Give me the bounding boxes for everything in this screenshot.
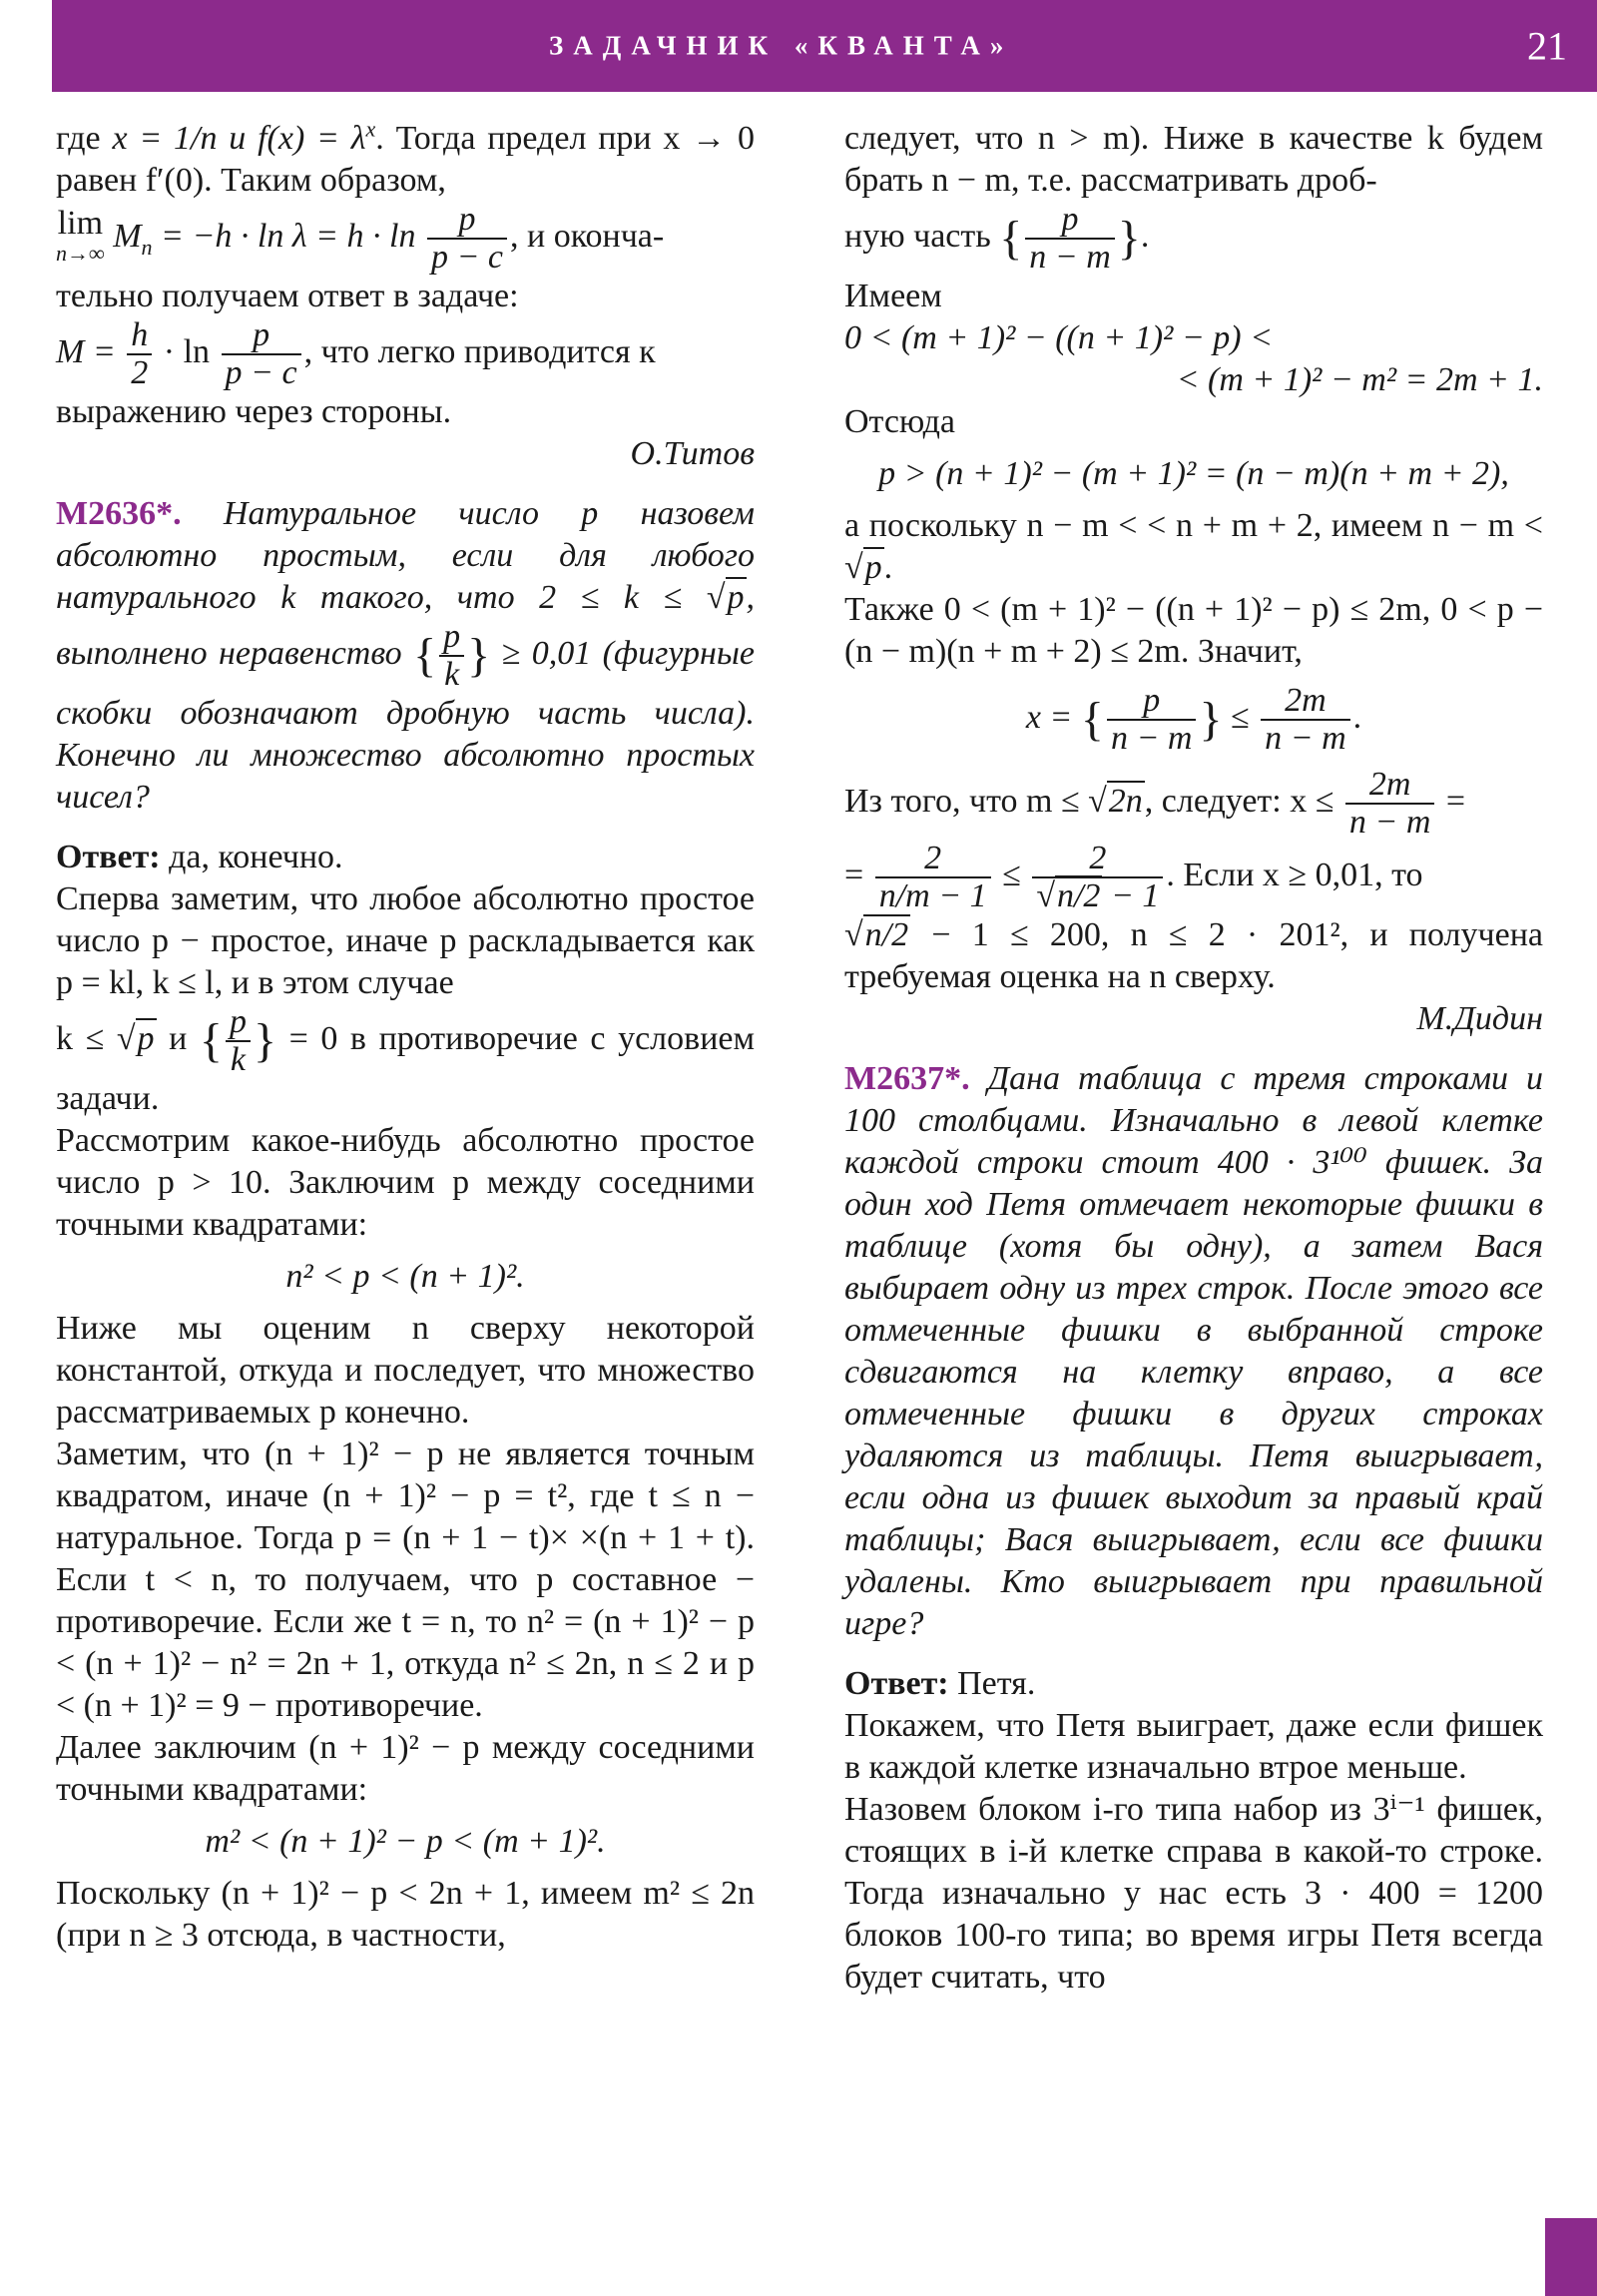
problem-id: М2636*.: [56, 495, 182, 532]
page-number: 21: [1527, 23, 1567, 69]
paragraph: тельно получаем ответ в задаче:: [56, 278, 519, 314]
limit-operator: lim n→∞: [56, 205, 105, 266]
paragraph: Имеем: [844, 278, 942, 314]
fraction: $\frac{2m}{n - m}$: [1345, 767, 1435, 841]
equation: m² < (n + 1)² − p < (m + 1)².: [205, 1823, 606, 1860]
paragraph: = $\frac{2}{n/m - 1}$ ≤ $\frac{2}{√n/2 - 1}$ . Если x ≥ 0,01, то: [844, 840, 1423, 914]
paragraph: Рассмотрим какое-нибудь абсолютно простое число p > 10. Заключим p между соседними точными квадратами:: [56, 1122, 755, 1243]
fraction: $\frac{2m}{n - m}$: [1261, 683, 1350, 757]
paragraph: ную часть { $\frac{p}{n - m}$ }.: [844, 201, 1150, 276]
paragraph: Заметим, что (n + 1)² − p не является точным квадратом, иначе (n + 1)² − p = t², где t ≤ n − натуральное. Тогда p = (n + 1 − t)× ×(n + 1 + t). Если t < n, то получаем, что p составное − противоречие. Если же t = n, то n² = (n + 1)² − p < (n + 1)² − n² = 2n + 1, откуда n² ≤ 2n, n ≤ 2 и p < (n + 1)² = 9 − противоречие.: [56, 1435, 755, 1724]
fraction: $\frac{p}{k}$: [226, 1004, 251, 1078]
paragraph: Также 0 < (m + 1)² − ((n + 1)² − p) ≤ 2m, 0 < p − (n − m)(n + m + 2) ≤ 2m. Значит,: [844, 591, 1543, 670]
equation: < (m + 1)² − m² = 2m + 1.: [1176, 361, 1543, 398]
fraction: $\frac{2}{n/m - 1}$: [875, 841, 991, 914]
paragraph: Назовем блоком i-го типа набор из 3ⁱ⁻¹ фишек, стоящих в i-й клетке справа в какой-то строке. Тогда изначально у нас есть 3 · 400 = 1200 блоков 100-го типа; во время игры Петя всегда будет считать, что: [844, 1791, 1543, 1996]
paragraph: а поскольку n − m < < n + m + 2, имеем n − m < √p.: [844, 507, 1543, 586]
paragraph: √n/2 − 1 ≤ 200, n ≤ 2 · 201², и получена требуемая оценка на n сверху.: [844, 916, 1543, 995]
paragraph: Покажем, что Петя выиграет, даже если фишек в каждой клетке изначально втрое меньше.: [844, 1707, 1543, 1786]
paragraph: где x = 1/n и $f(x) = \lambda^x$. Тогда предел при x → 0 равен f′(0). Таким образом,: [56, 116, 755, 199]
problem-statement: М2636*. Натуральное число p назовем абсолютно простым, если для любого натурального k такого, что 2 ≤ k ≤ √p, выполнено неравенство { $\frac{p}{k}$ } ≥ 0,01 (фигурные скобки обозначают дробную часть числа). Конечно ли множество абсолютно простых чисел?: [56, 495, 756, 816]
journal-section-title: ЗАДАЧНИК «КВАНТА»: [549, 30, 1014, 61]
answer-line: Ответ: да, конечно.: [56, 839, 343, 875]
paragraph: Далее заключим (n + 1)² − p между соседними точными квадратами:: [56, 1729, 755, 1808]
fraction: $\frac{h}{2}$: [127, 317, 152, 391]
fraction: $\frac{p}{p - c}$: [427, 202, 507, 276]
paragraph: следует, что n > m). Ниже в качестве k будем брать n − m, т.е. рассматривать дроб-: [844, 120, 1543, 199]
paragraph: Поскольку (n + 1)² − p < 2n + 1, имеем m² ≤ 2n (при n ≥ 3 отсюда, в частности,: [56, 1875, 755, 1954]
equation: p > (n + 1)² − (m + 1)² = (n − m)(n + m + 2),: [878, 455, 1509, 492]
fraction: $\frac{p}{n - m}$: [1107, 683, 1197, 757]
author-signature: М.Дидин: [1416, 1000, 1543, 1037]
footer-tab: [1545, 2218, 1597, 2296]
equation: 0 < (m + 1)² − ((n + 1)² − p) <: [844, 319, 1274, 356]
equation: n² < p < (n + 1)².: [285, 1258, 525, 1295]
paragraph: k ≤ √p и { $\frac{p}{k}$ } = 0 в противоречие с условием задачи.: [56, 1003, 755, 1117]
fraction: $\frac{p}{n - m}$: [1025, 202, 1115, 276]
page-header: [0, 0, 1597, 92]
equation: x = { $\frac{p}{n - m}$ } ≤ $\frac{2m}{n - m}$ .: [1025, 682, 1362, 757]
answer-formula: M = $\frac{h}{2}$ · ln $\frac{p}{p - c}$ , что легко приводится к: [56, 316, 656, 391]
fraction: $\frac{p}{k}$: [439, 619, 464, 693]
fraction: $\frac{p}{p - c}$: [222, 317, 301, 391]
fraction: $\frac{2}{√n/2 - 1}$: [1032, 841, 1163, 914]
answer-line: Ответ: Петя.: [844, 1665, 1036, 1702]
paragraph: Ниже мы оценим n сверху некоторой константой, откуда и последует, что множество рассматриваемых p конечно.: [56, 1310, 755, 1431]
paragraph: Из того, что m ≤ √2n, следует: x ≤ $\frac{2m}{n - m}$ =: [844, 766, 1466, 841]
right-column: [844, 118, 1543, 1999]
header-edge: [0, 0, 52, 92]
paragraph: выражению через стороны.: [56, 393, 452, 430]
paragraph: Сперва заметим, что любое абсолютно простое число p − простое, иначе p раскладывается как p = kl, k ≤ l, и в этом случае: [56, 880, 755, 1001]
paragraph: Отсюда: [844, 403, 955, 440]
limit-formula: lim n→∞ $M_n = -h \cdot \ln \lambda = h \cdot \ln$ $\frac{p}{p - c}$ , и оконча-: [56, 201, 665, 276]
problem-id: М2637*.: [844, 1060, 970, 1097]
author-signature: О.Титов: [630, 435, 755, 472]
left-column: [56, 118, 755, 1957]
problem-statement: М2637*. Дана таблица с тремя строками и 100 столбцами. Изначально в левой клетке каждой строки стоит 400 · 3¹⁰⁰ фишек. За один ход Петя отмечает некоторые фишки в таблице (хотя бы одну), а затем Вася выбирает одну из трех строк. После этого все отмеченные фишки в выбранной строке сдвигаются на клетку вправо, а все отмеченные фишки в других строках удаляются из таблицы. Петя выигрывает, если одна из фишек выходит за правый край таблицы; Вася выигрывает, если все фишки удалены. Кто выигрывает при правильной игре?: [844, 1060, 1543, 1642]
